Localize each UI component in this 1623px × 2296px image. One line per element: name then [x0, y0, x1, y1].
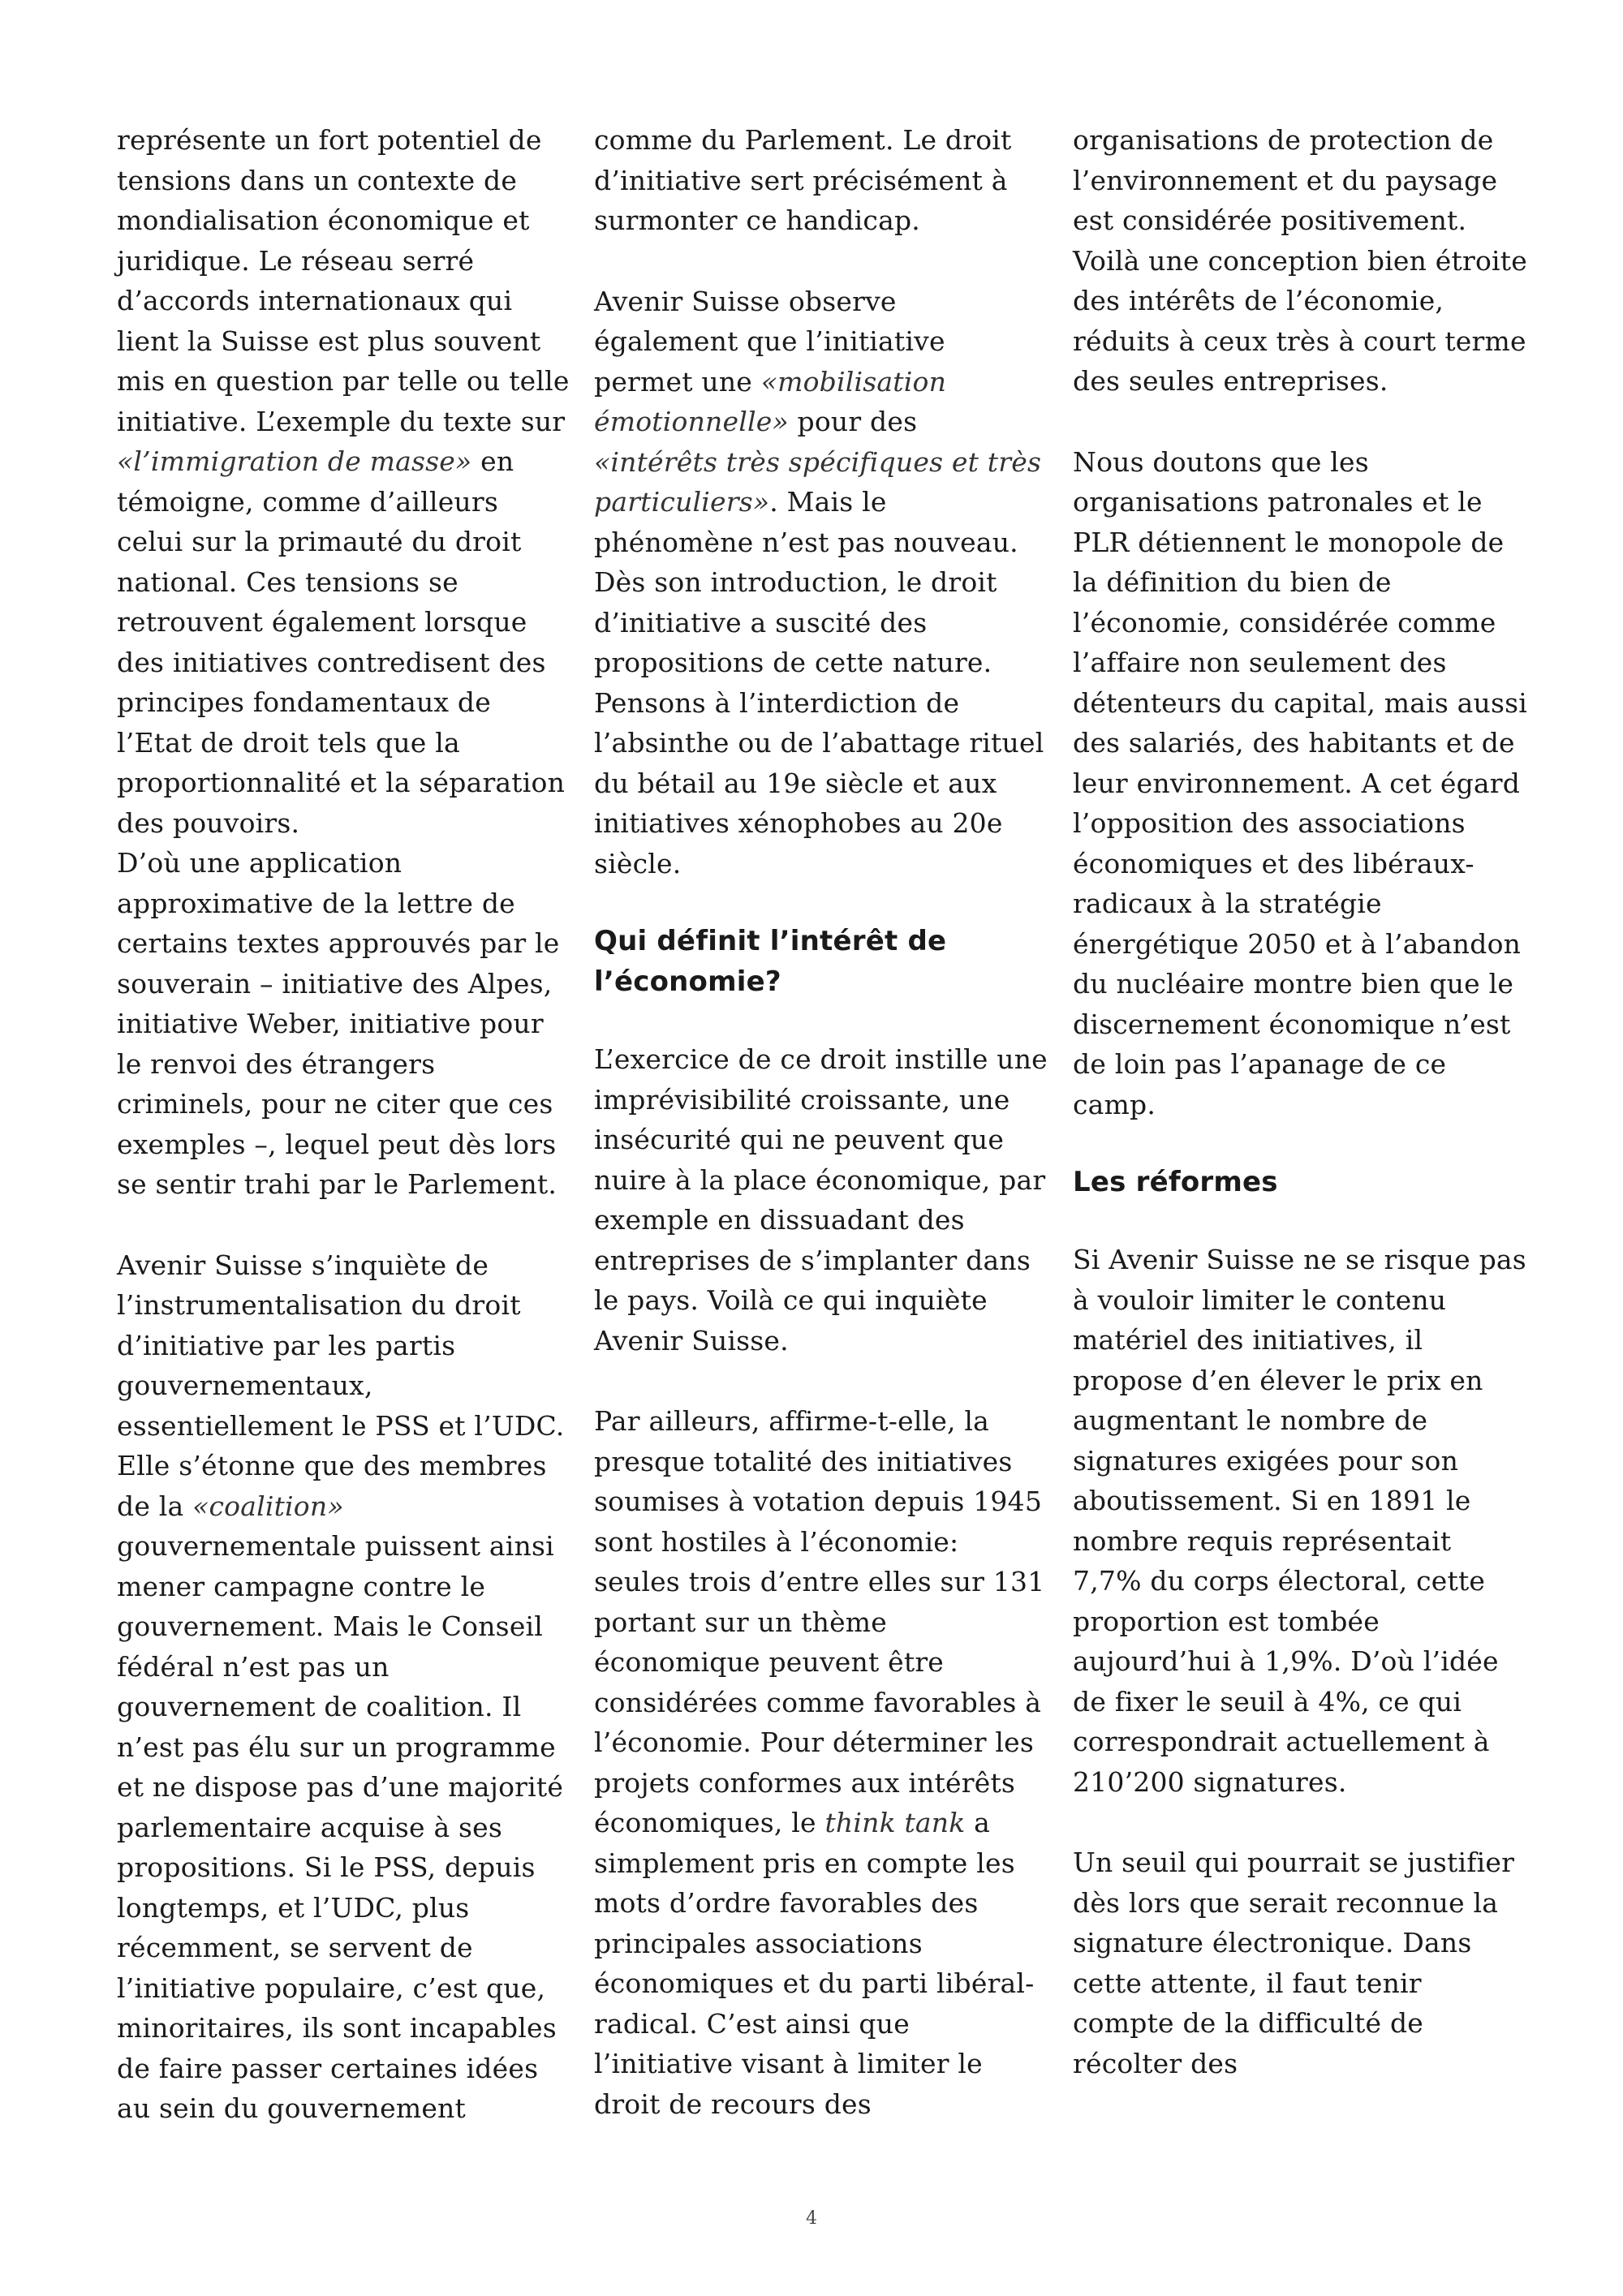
text-run: gouvernementale puissent ainsi mener campagne contre le gouvernement. Mais le Conseil fédéral n’est pas un gouvernement de coalition. Il n’est pas élu sur un programme et ne dispose pas d’une majorité parlementaire acquise à ses propositions. Si le PSS, depuis longtemps, et l’UDC, plus récemment, se servent de l’initiative populaire, c’est que, minoritaires, ils sont incapables de faire passer certaines idées au sein du gouvernement	[117, 1530, 564, 2124]
paragraph	[1073, 1842, 1527, 2083]
text-run: représente un fort potentiel de tensions dans un contexte de mondialisation économique et juridique. Le réseau serré d’accords internationaux qui lient la Suisse est plus souvent mis en question par telle ou telle initiative. L’exemple du texte sur	[117, 124, 570, 437]
paragraph	[1073, 442, 1527, 1125]
paragraph	[117, 1245, 571, 2129]
text-column-3	[1073, 120, 1527, 2083]
text-run: Si Avenir Suisse ne se risque pas à vouloir limiter le contenu matériel des initiatives, il propose d’en élever le prix en augmentant le nombre de signatures exigées pour son aboutissement. Si en 1891 le nombre requis représentait 7,7% du corps électoral, cette proportion est tombée aujourd’hui à 1,9%. D’où l’idée de fixer le seuil à 4%, ce qui correspondrait actuellement à 210’200 signatures.	[1073, 1244, 1526, 1798]
text-run: en témoigne, comme d’ailleurs celui sur la primauté du droit national. Ces tensions se retrouvent également lorsque des initiatives contredisent des principes fondamentaux de l’Etat de droit tels que la proportionnalité et la séparation des pouvoirs. D’où une application approximative de la lettre de certains textes approuvés par le souverain – initiative des Alpes, initiative Weber, initiative pour le renvoi des étrangers criminels, pour ne citer que ces exemples –, lequel peut dès lors se sentir trahi par le Parlement.	[117, 445, 566, 1200]
text-run: pour des	[788, 406, 918, 437]
section-heading: Qui définit l’intérêt de l’économie?	[594, 925, 947, 998]
text-column-1	[117, 120, 571, 2129]
text-run: . Mais le phénomène n’est pas nouveau. Dès son introduction, le droit d’initiative a suscité des propositions de cette nature. Pensons à l’interdiction de l’absinthe ou de l’abattage rituel du bétail au 19e siècle et aux initiatives xénophobes au 20e siècle.	[594, 486, 1044, 879]
section-heading: Les réformes	[1073, 1166, 1278, 1198]
paragraph	[117, 120, 571, 1205]
paragraph	[594, 120, 1048, 241]
text-run: Un seuil qui pourrait se justifier dès lors que serait reconnue la signature électronique. Dans cette attente, il faut tenir compte de la difficulté de récolter des	[1073, 1847, 1515, 2079]
text-run: a simplement pris en compte les mots d’ordre favorables des principales associations économiques et du parti libéral-radical. C’est ainsi que l’initiative visant à limiter le droit de recours des	[594, 1807, 1035, 2120]
text-column-2	[594, 120, 1048, 2124]
text-run: Par ailleurs, affirme-t-elle, la presque totalité des initiatives soumises à votation depuis 1945 sont hostiles à l’économie: seules trois d’entre elles sur 131 portant sur un thème économique peuvent être considérées comme favorables à l’économie. Pour déterminer les projets conformes aux intérêts économiques, le	[594, 1405, 1045, 1838]
italic-quote: «l’immigration de masse»	[117, 445, 472, 477]
italic-quote: «mobilisation émotionnelle»	[594, 365, 947, 437]
paragraph	[1073, 1240, 1527, 1802]
italic-quote: «coalition»	[192, 1490, 344, 1522]
text-run: comme du Parlement. Le droit d’initiative sert précisément à surmonter ce handicap.	[594, 124, 1012, 236]
paragraph	[594, 1039, 1048, 1361]
paragraph	[1073, 120, 1527, 402]
paragraph	[594, 1401, 1048, 2124]
text-run: Nous doutons que les organisations patronales et le PLR détiennent le monopole de la définition du bien de l’économie, considérée comme l’affaire non seulement des détenteurs du capital, mais aussi des salariés, des habitants et de leur environnement. A cet égard l’opposition des associations économiques et des libéraux-radicaux à la stratégie énergétique 2050 et à l’abandon du nucléaire montre bien que le discernement économique n’est de loin pas l’apanage de ce camp.	[1073, 445, 1528, 1120]
italic-quote: «intérêts très spécifiques et très particuliers»	[594, 445, 1042, 518]
text-run: Avenir Suisse observe également que l’initiative permet une	[594, 285, 945, 398]
text-run: Avenir Suisse s’inquiète de l’instrumentalisation du droit d’initiative par les partis gouvernementaux, essentiellement le PSS et l’UDC. Elle s’étonne que des membres de la	[117, 1249, 565, 1522]
text-run: organisations de protection de l’environnement et du paysage est considérée positivement. Voilà une conception bien étroite des intérêts de l’économie, réduits à ceux très à court terme des seules entreprises.	[1073, 124, 1527, 397]
paragraph	[594, 282, 1048, 884]
page-number: 4	[806, 2208, 817, 2229]
text-run: L’exercice de ce droit instille une imprévisibilité croissante, une insécurité qui ne peuvent que nuire à la place économique, par exemple en dissuadant des entreprises de s’implanter dans le pays. Voilà ce qui inquiète Avenir Suisse.	[594, 1043, 1048, 1357]
italic-quote: think tank	[824, 1807, 966, 1838]
